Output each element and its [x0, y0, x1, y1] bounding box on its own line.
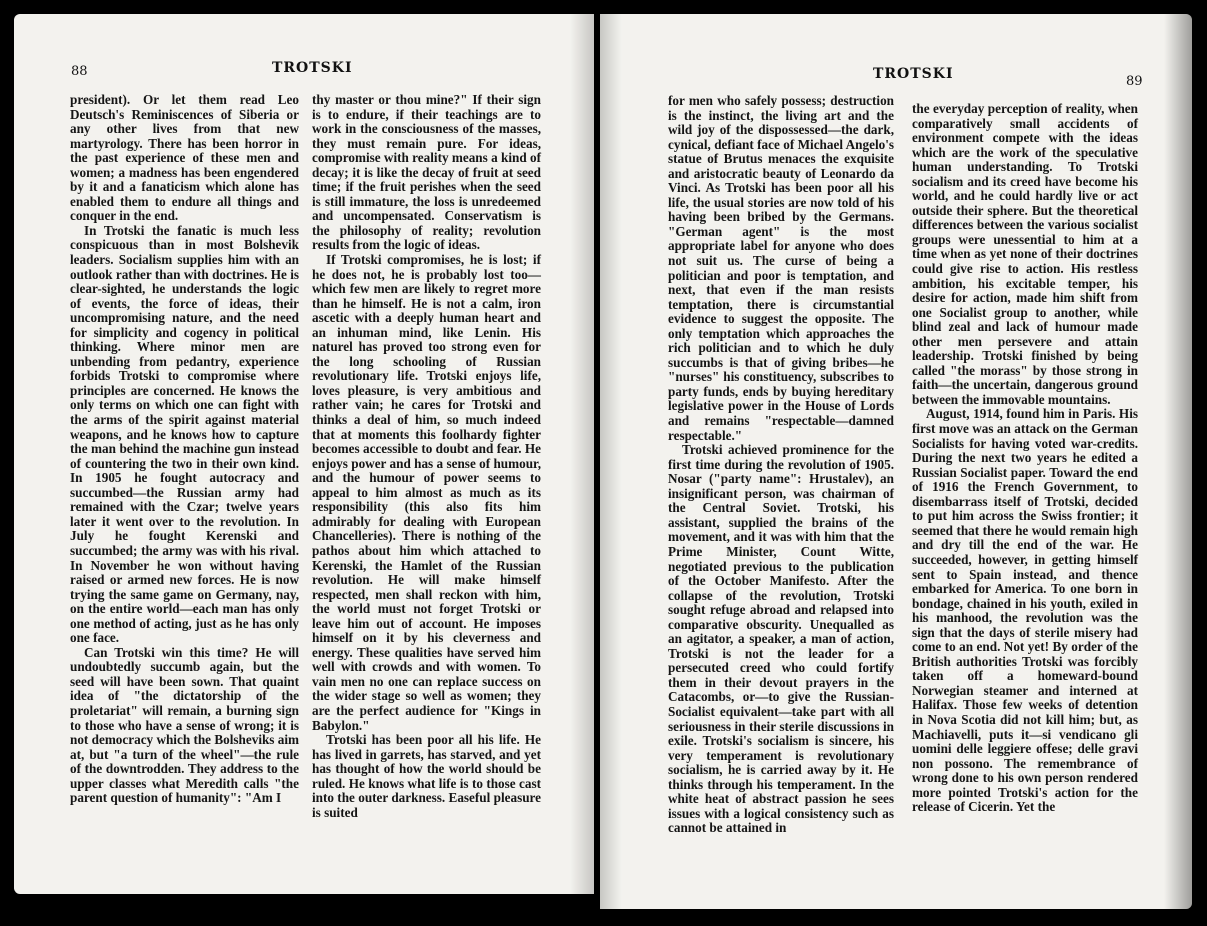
page-number: 89 — [1126, 74, 1143, 89]
paragraph: If Trotski compromises, he is lost; if he does not, he is probably lost too—which few men are likely to regret more than he himself. He is not a calm, iron ascetic with a deeply human heart and an inhuman mind, like Lenin. His naturel has proved too strong even for the long schooling of Russian revolutionary life. Trotski enjoys life, loves pleasure, is very ambitious and rather vain; he cares for Trotski and thinks a deal of him, so much indeed that at moments this foolhardy fighter becomes accessible to doubt and fear. He enjoys power and has a sense of humour, and the humour of power seems to appeal to him almost as much as its responsibility (this also fits him admirably for dealing with European Chancelleries). There is nothing of the pathos about him which attached to Kerenski, the Hamlet of the Russian revolution. He will make himself respected, men shall reckon with him, the world must not forget Trotski or leave him out of account. He imposes himself on it by his cleverness and energy. These qualities have served him well with crowds and with women. To vain men no one can replace success on the wider stage so well as women; they are the perfect audience for "Kings in Babylon." — [312, 252, 541, 733]
paragraph: August, 1914, found him in Paris. His first move was an attack on the German Socialists for having voted war-credits. During the next two years he edited a Russian Socialist paper. Toward the end of 1916 the French Government, to disembarrass itself of Trotski, decided to put him across the Swiss frontier; it seemed that there he would remain high and dry till the end of the war. He succeeded, however, in getting himself sent to Spain instead, and thence embarked for America. To one born in bondage, chained in his youth, exiled in his manhood, the revolution was the sign that the days of sterile misery had come to an end. Not yet! By order of the British authorities Trotski was forcibly taken off a homeward-bound Norwegian steamer and interned at Halifax. Those few weeks of detention in Nova Scotia did not kill him; but, as Machiavelli, puts it—si vendicano gli uomini delle leggiere offese; delle gravi non possono. The remembrance of wrong done to his own person rendered more pointed Trotski's action for the release of Cicerin. Yet the — [912, 406, 1138, 815]
paragraph: thy master or thou mine?" If their sign is to endure, if their teachings are to work in the consciousness of the masses, they must remain pure. For ideas, compromise with reality means a kind of decay; it is like the decay of fruit at seed time; if the fruit perishes when the seed is still immature, the loss is unredeemed and uncompensated. Conservatism is the philosophy of reality; revolution results from the logic of ideas. — [312, 92, 541, 253]
paragraph: Trotski has been poor all his life. He has lived in garrets, has starved, and yet has thought of how the world should be ruled. He knows what life is to those cast into the outer darkness. Easeful pleasure is suited — [312, 732, 541, 820]
running-head: TROTSKI — [272, 60, 353, 76]
paragraph: Can Trotski win this time? He will undoubtedly succumb again, but the seed will have been sown. That quaint idea of "the dictatorship of the proletariat" will remain, a burning sign to those who have a sense of wrong; it is not democracy which the Bolsheviks aim at, but "a turn of the wheel"—the rule of the downtrodden. They address to the upper classes what Meredith calls "the parent question of humanity": "Am I — [70, 644, 299, 806]
text-column-2 — [912, 102, 1138, 815]
left-page — [14, 14, 594, 894]
page-number: 88 — [71, 64, 88, 79]
gutter-shadow — [600, 14, 622, 909]
paragraph: the everyday perception of reality, when comparatively small accidents of environment compete with the ideas which are the work of the speculative human understanding. To Trotski socialism and its creed have become his world, and he could hardly live or act outside their sphere. But the theoretical differences between the various socialist groups were unessential to him at a time when as yet none of their doctrines could give rise to action. His restless ambition, his excitable temper, his desire for action, made him shift from one Socialist group to another, while blind zeal and lack of humour made other men persevere and attain leadership. Trotski finished by being called "the morass" by those strong in faith—the uncertain, dangerous ground between the immovable mountains. — [912, 101, 1138, 407]
paragraph: In Trotski the fanatic is much less conspicuous than in most Bolshevik leaders. Socialism supplies him with an outlook rather than with doctrines. He is clear-sighted, he understands the logic of events, the force of ideas, their uncompromising nature, and the need for simplicity and cogency in political thinking. Where minor men are unbending from pedantry, experience forbids Trotski to compromise where principles are concerned. He knows the only terms on which one can fight with the arms of the spirit against material weapons, and he knows how to capture the man behind the machine gun instead of countering the two in their own kind. In 1905 he fought autocracy and succumbed—the Russian army had remained with the Czar; twelve years later it went over to the revolution. In July he fought Kerenski and succumbed; the army was with his rival. In November he won without having raised or armed new forces. He is now trying the same game on Germany, nay, on the entire world—each man has only one method of acting, just as he has only one face. — [70, 222, 299, 646]
paragraph: president). Or let them read Leo Deutsch's Reminiscences of Siberia or any other lives from that new martyrology. There has been horror in the past experience of these men and women; a madness has been engendered by it and a fanaticism which alone has enabled them to endure all things and conquer in the end. — [70, 92, 299, 224]
gutter-shadow — [570, 14, 594, 894]
page-edge-shadow — [1164, 14, 1192, 909]
paragraph: Trotski achieved prominence for the first time during the revolution of 1905. Nosar ("party name": Hrustalev), an insignificant person, was chairman of the Central Soviet. Trotski, his assistant, supplied the brains of the movement, and it was with him that the Prime Minister, Count Witte, negotiated previous to the publication of the October Manifesto. After the collapse of the revolution, Trotski sought refuge abroad and relapsed into comparative obscurity. Unequalled as an agitator, a speaker, a man of action, Trotski is not the leader for a persecuted creed who could fortify them in their devout prayers in the Catacombs, or—to give the Russian-Socialist equivalent—take part with all seriousness in their sterile discussions in exile. Trotski's socialism is sincere, his very temperament is revolutionary socialism, he is carried away by it. He thinks through his temperament. In the white heat of abstract passion he sees issues with a logical consistency such as cannot be attained in — [668, 442, 894, 836]
text-column-1 — [668, 94, 894, 836]
paragraph: for men who safely possess; destruction is the instinct, the living art and the wild joy of the dispossessed—the dark, cynical, defiant face of Michael Angelo's statue of Brutus menaces the exquisite and aristocratic beauty of Leonardo da Vinci. As Trotski has been poor all his life, the usual stories are now told of his having been bribed by the Germans. "German agent" is the most appropriate label for anyone who does not suit us. The curse of being a politician and poor is temptation, and next, that even if the man resists temptation, there is circumstantial evidence to suggest the opposite. The only temptation which approaches the rich politician and to which he duly succumbs is that of giving bribes—he "nurses" his constituency, subscribes to party funds, ends by buying hereditary legislative power in the House of Lords and remains "respectable—damned respectable." — [668, 93, 894, 443]
text-column-1 — [70, 93, 299, 806]
right-page — [600, 14, 1192, 909]
running-head: TROTSKI — [873, 66, 954, 82]
text-column-2 — [312, 93, 541, 820]
